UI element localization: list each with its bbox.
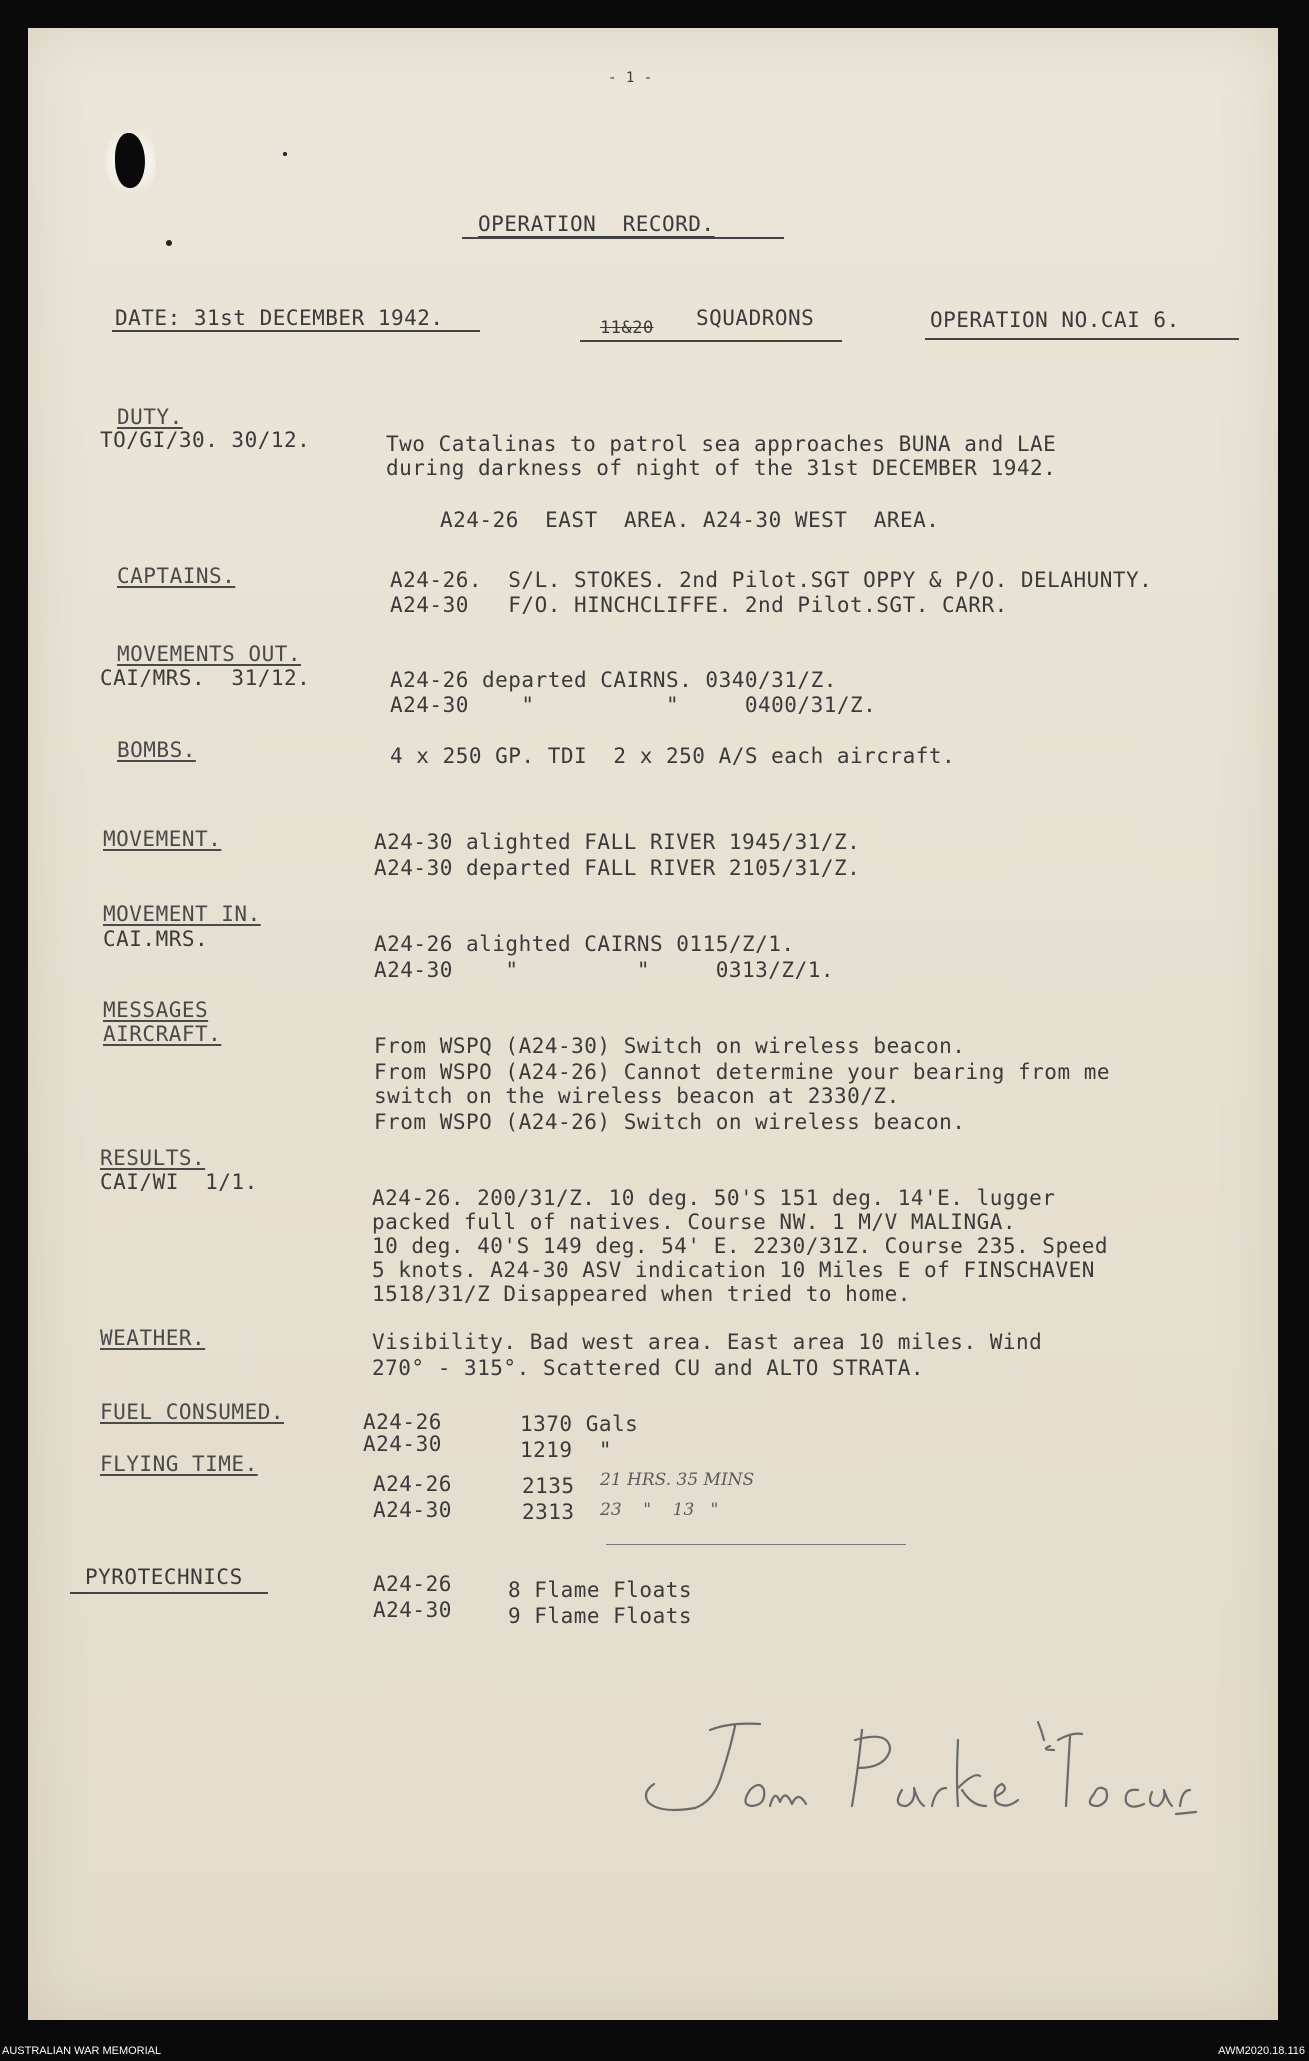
handwritten-signature xyxy=(640,1710,1200,1830)
movement-label: MOVEMENT. xyxy=(103,827,222,851)
flying-time-label: FLYING TIME. xyxy=(100,1452,258,1476)
results-line: 5 knots. A24-30 ASV indication 10 Miles E of FINSCHAVEN xyxy=(372,1258,1095,1282)
results-line: 1518/31/Z Disappeared when tried to home. xyxy=(372,1282,911,1306)
paper-hole xyxy=(115,133,145,188)
date-underline xyxy=(112,330,480,332)
movement-line: A24-30 departed FALL RIVER 2105/31/Z. xyxy=(374,856,861,880)
results-ref: CAI/WI 1/1. xyxy=(100,1170,258,1194)
ink-speck xyxy=(166,240,172,246)
messages-label: MESSAGES xyxy=(103,998,209,1022)
duty-label: DUTY. xyxy=(117,405,183,429)
page-mark: - 1 - xyxy=(608,70,653,86)
fuel-label: FUEL CONSUMED. xyxy=(100,1400,285,1424)
flying-note: 23 " 13 " xyxy=(600,1500,719,1520)
flying-value: 2313 xyxy=(522,1500,575,1524)
movement-line: A24-30 alighted FALL RIVER 1945/31/Z. xyxy=(374,830,861,854)
footer-accession: AWM2020.18.116 xyxy=(1218,2045,1305,2057)
ink-speck xyxy=(283,152,287,156)
results-line: A24-26. 200/31/Z. 10 deg. 50'S 151 deg. 14'E. lugger xyxy=(372,1186,1056,1210)
title-underline xyxy=(462,237,784,239)
flying-value: 2135 xyxy=(522,1474,575,1498)
movements-out-line: A24-26 departed CAIRNS. 0340/31/Z. xyxy=(390,668,837,692)
movement-in-line: A24-26 alighted CAIRNS 0115/Z/1. xyxy=(374,932,795,956)
results-line: packed full of natives. Course NW. 1 M/V MALINGA. xyxy=(372,1210,1017,1234)
movement-in-ref: CAI.MRS. xyxy=(103,927,209,951)
duty-line: during darkness of night of the 31st DECEMBER 1942. xyxy=(386,456,1057,480)
captains-line: A24-26. S/L. STOKES. 2nd Pilot.SGT OPPY & P/O. DELAHUNTY. xyxy=(390,568,1153,592)
message-line: From WSPO (A24-26) Switch on wireless beacon. xyxy=(374,1110,966,1134)
fuel-aircraft: A24-30 xyxy=(363,1432,442,1456)
weather-line: Visibility. Bad west area. East area 10 miles. Wind xyxy=(372,1330,1043,1354)
operation-number: OPERATION NO.CAI 6. xyxy=(930,308,1180,332)
footer-institution: AUSTRALIAN WAR MEMORIAL xyxy=(2,2045,162,2057)
fuel-aircraft: A24-26 xyxy=(363,1410,442,1434)
pyro-value: 9 Flame Floats xyxy=(508,1604,693,1628)
pyro-aircraft: A24-30 xyxy=(373,1598,452,1622)
squadrons-label: SQUADRONS xyxy=(696,306,815,330)
movement-in-label: MOVEMENT IN. xyxy=(103,902,261,926)
page-title: OPERATION RECORD. xyxy=(478,212,715,236)
captains-label: CAPTAINS. xyxy=(117,564,236,588)
squadrons-underline xyxy=(580,340,842,342)
movements-out-label: MOVEMENTS OUT. xyxy=(117,642,302,666)
movements-out-line: A24-30 " " 0400/31/Z. xyxy=(390,693,877,717)
squadron-number: 11&20 xyxy=(600,318,654,338)
duty-ref: TO/GI/30. 30/12. xyxy=(100,428,311,452)
flying-aircraft: A24-30 xyxy=(373,1498,452,1522)
bombs-label: BOMBS. xyxy=(117,738,196,762)
pyrotechnics-label: PYROTECHNICS xyxy=(85,1565,243,1589)
captains-line: A24-30 F/O. HINCHCLIFFE. 2nd Pilot.SGT. CARR. xyxy=(390,593,1008,617)
pyro-aircraft: A24-26 xyxy=(373,1572,452,1596)
results-label: RESULTS. xyxy=(100,1146,206,1170)
messages-label-aircraft: AIRCRAFT. xyxy=(103,1022,222,1046)
record-date: DATE: 31st DECEMBER 1942. xyxy=(115,306,444,330)
pyro-value: 8 Flame Floats xyxy=(508,1578,693,1602)
bombs-text: 4 x 250 GP. TDI 2 x 250 A/S each aircraft. xyxy=(390,744,956,768)
weather-line: 270° - 315°. Scattered CU and ALTO STRATA. xyxy=(372,1356,925,1380)
results-line: 10 deg. 40'S 149 deg. 54' E. 2230/31Z. Course 235. Speed xyxy=(372,1234,1109,1258)
operation-underline xyxy=(925,338,1239,340)
weather-label: WEATHER. xyxy=(100,1326,206,1350)
duty-areas: A24-26 EAST AREA. A24-30 WEST AREA. xyxy=(440,508,940,532)
message-line: switch on the wireless beacon at 2330/Z. xyxy=(374,1084,900,1108)
duty-line: Two Catalinas to patrol sea approaches BUNA and LAE xyxy=(386,432,1057,456)
flying-aircraft: A24-26 xyxy=(373,1472,452,1496)
pyrotechnics-underline xyxy=(70,1592,268,1594)
flying-note: 21 HRS. 35 MINS xyxy=(600,1470,755,1490)
fuel-value: 1370 Gals xyxy=(520,1412,639,1436)
movement-in-line: A24-30 " " 0313/Z/1. xyxy=(374,958,835,982)
movements-out-ref: CAI/MRS. 31/12. xyxy=(100,666,311,690)
fuel-value: 1219 " xyxy=(520,1438,613,1462)
message-line: From WSPQ (A24-30) Switch on wireless beacon. xyxy=(374,1034,966,1058)
total-rule xyxy=(606,1544,906,1545)
message-line: From WSPO (A24-26) Cannot determine your bearing from me xyxy=(374,1060,1111,1084)
